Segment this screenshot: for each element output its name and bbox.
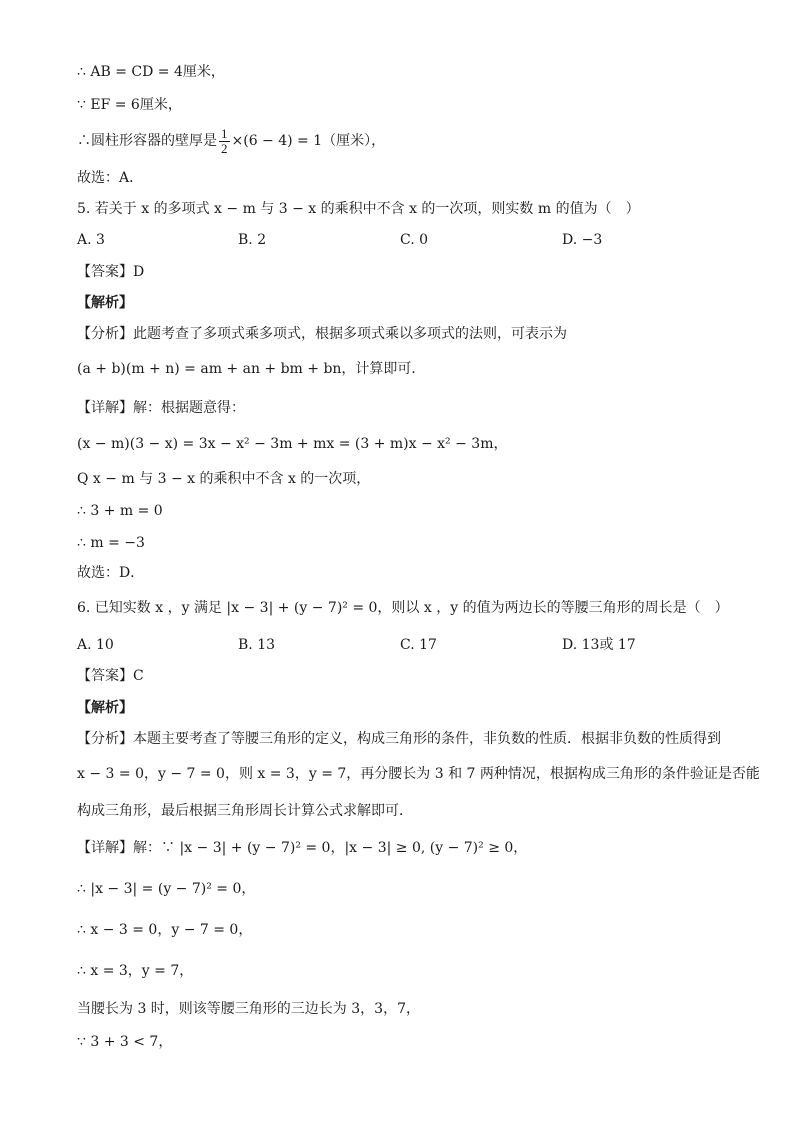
q5-formula: (a + b)(m + n) = am + an + bm + bn，计算即可． xyxy=(77,361,426,377)
q5-option-b: B. 2 xyxy=(238,232,267,248)
q5-step-3: ∴ 3 + m = 0 xyxy=(77,503,163,519)
q6-detail-2: ∴ |x − 3| = (y − 7)² = 0， xyxy=(77,881,256,897)
q6-analysis-1: 【分析】本题主要考查了等腰三角形的定义，构成三角形的条件，非负数的性质．根据非负数的性质得到 xyxy=(77,731,721,747)
q5-option-a: A. 3 xyxy=(77,232,105,248)
wall-thickness-prefix: ∴圆柱形容器的壁厚是 xyxy=(77,133,217,149)
q5-option-d: D. −3 xyxy=(562,232,603,248)
q6-detail-4: ∴ x = 3，y = 7， xyxy=(77,963,194,979)
question-6: 6. 已知实数 x ，y 满足 |x − 3| + (y − 7)² = 0，则以 x ，y 的值为两边长的等腰三角形的周长是（ ） xyxy=(77,600,729,616)
line-ab-cd: ∴ AB = CD = 4厘米， xyxy=(77,64,225,80)
q6-option-d: D. 13或 17 xyxy=(562,637,636,653)
q6-detail-1: 【详解】解：∵ |x − 3| + (y − 7)² = 0，|x − 3| ≥ 0, (y − 7)² ≥ 0， xyxy=(77,840,528,856)
q5-step-4: ∴ m = −3 xyxy=(77,535,145,551)
line-wall-thickness xyxy=(77,126,385,156)
q6-analysis-3: 构成三角形，最后根据三角形周长计算公式求解即可． xyxy=(77,803,413,819)
wall-thickness-suffix: ×(6 − 4) = 1（厘米）， xyxy=(231,133,386,149)
q6-detail-6: ∵ 3 + 3 < 7， xyxy=(77,1034,173,1050)
q6-jiexi-heading: 【解析】 xyxy=(77,700,133,716)
q5-conclusion: 故选：D． xyxy=(77,565,145,581)
line-ef: ∵ EF = 6厘米， xyxy=(77,97,182,113)
line-choice-a: 故选：A． xyxy=(77,170,144,186)
fraction-denominator: 2 xyxy=(221,140,228,156)
half-fraction xyxy=(219,127,230,156)
q5-step-2: Q x − m 与 3 − x 的乘积中不含 x 的一次项， xyxy=(77,471,371,487)
q5-analysis: 【分析】此题考查了多项式乘多项式，根据多项式乘以多项式的法则，可表示为 xyxy=(77,326,567,342)
q6-option-a: A. 10 xyxy=(77,637,114,653)
q5-answer: 【答案】D xyxy=(77,264,145,280)
q6-option-b: B. 13 xyxy=(238,637,276,653)
fraction-numerator: 1 xyxy=(221,125,228,141)
question-5: 5. 若关于 x 的多项式 x − m 与 3 − x 的乘积中不含 x 的一次项，则实数 m 的值为（ ） xyxy=(77,201,640,217)
q6-answer: 【答案】C xyxy=(77,668,144,684)
q6-option-c: C. 17 xyxy=(400,637,437,653)
q6-detail-5: 当腰长为 3 时，则该等腰三角形的三边长为 3，3，7， xyxy=(77,1001,420,1017)
q5-detail: 【详解】解：根据题意得： xyxy=(77,400,245,416)
q6-analysis-2: x − 3 = 0，y − 7 = 0，则 x = 3，y = 7，再分腰长为 3 和 7 两种情况，根据构成三角形的条件验证是否能 xyxy=(77,766,760,782)
q5-jiexi-heading: 【解析】 xyxy=(77,295,133,311)
q5-step-1: (x − m)(3 − x) = 3x − x² − 3m + mx = (3 + m)x − x² − 3m， xyxy=(77,436,508,452)
q6-detail-3: ∴ x − 3 = 0，y − 7 = 0， xyxy=(77,922,253,938)
q5-option-c: C. 0 xyxy=(400,232,429,248)
